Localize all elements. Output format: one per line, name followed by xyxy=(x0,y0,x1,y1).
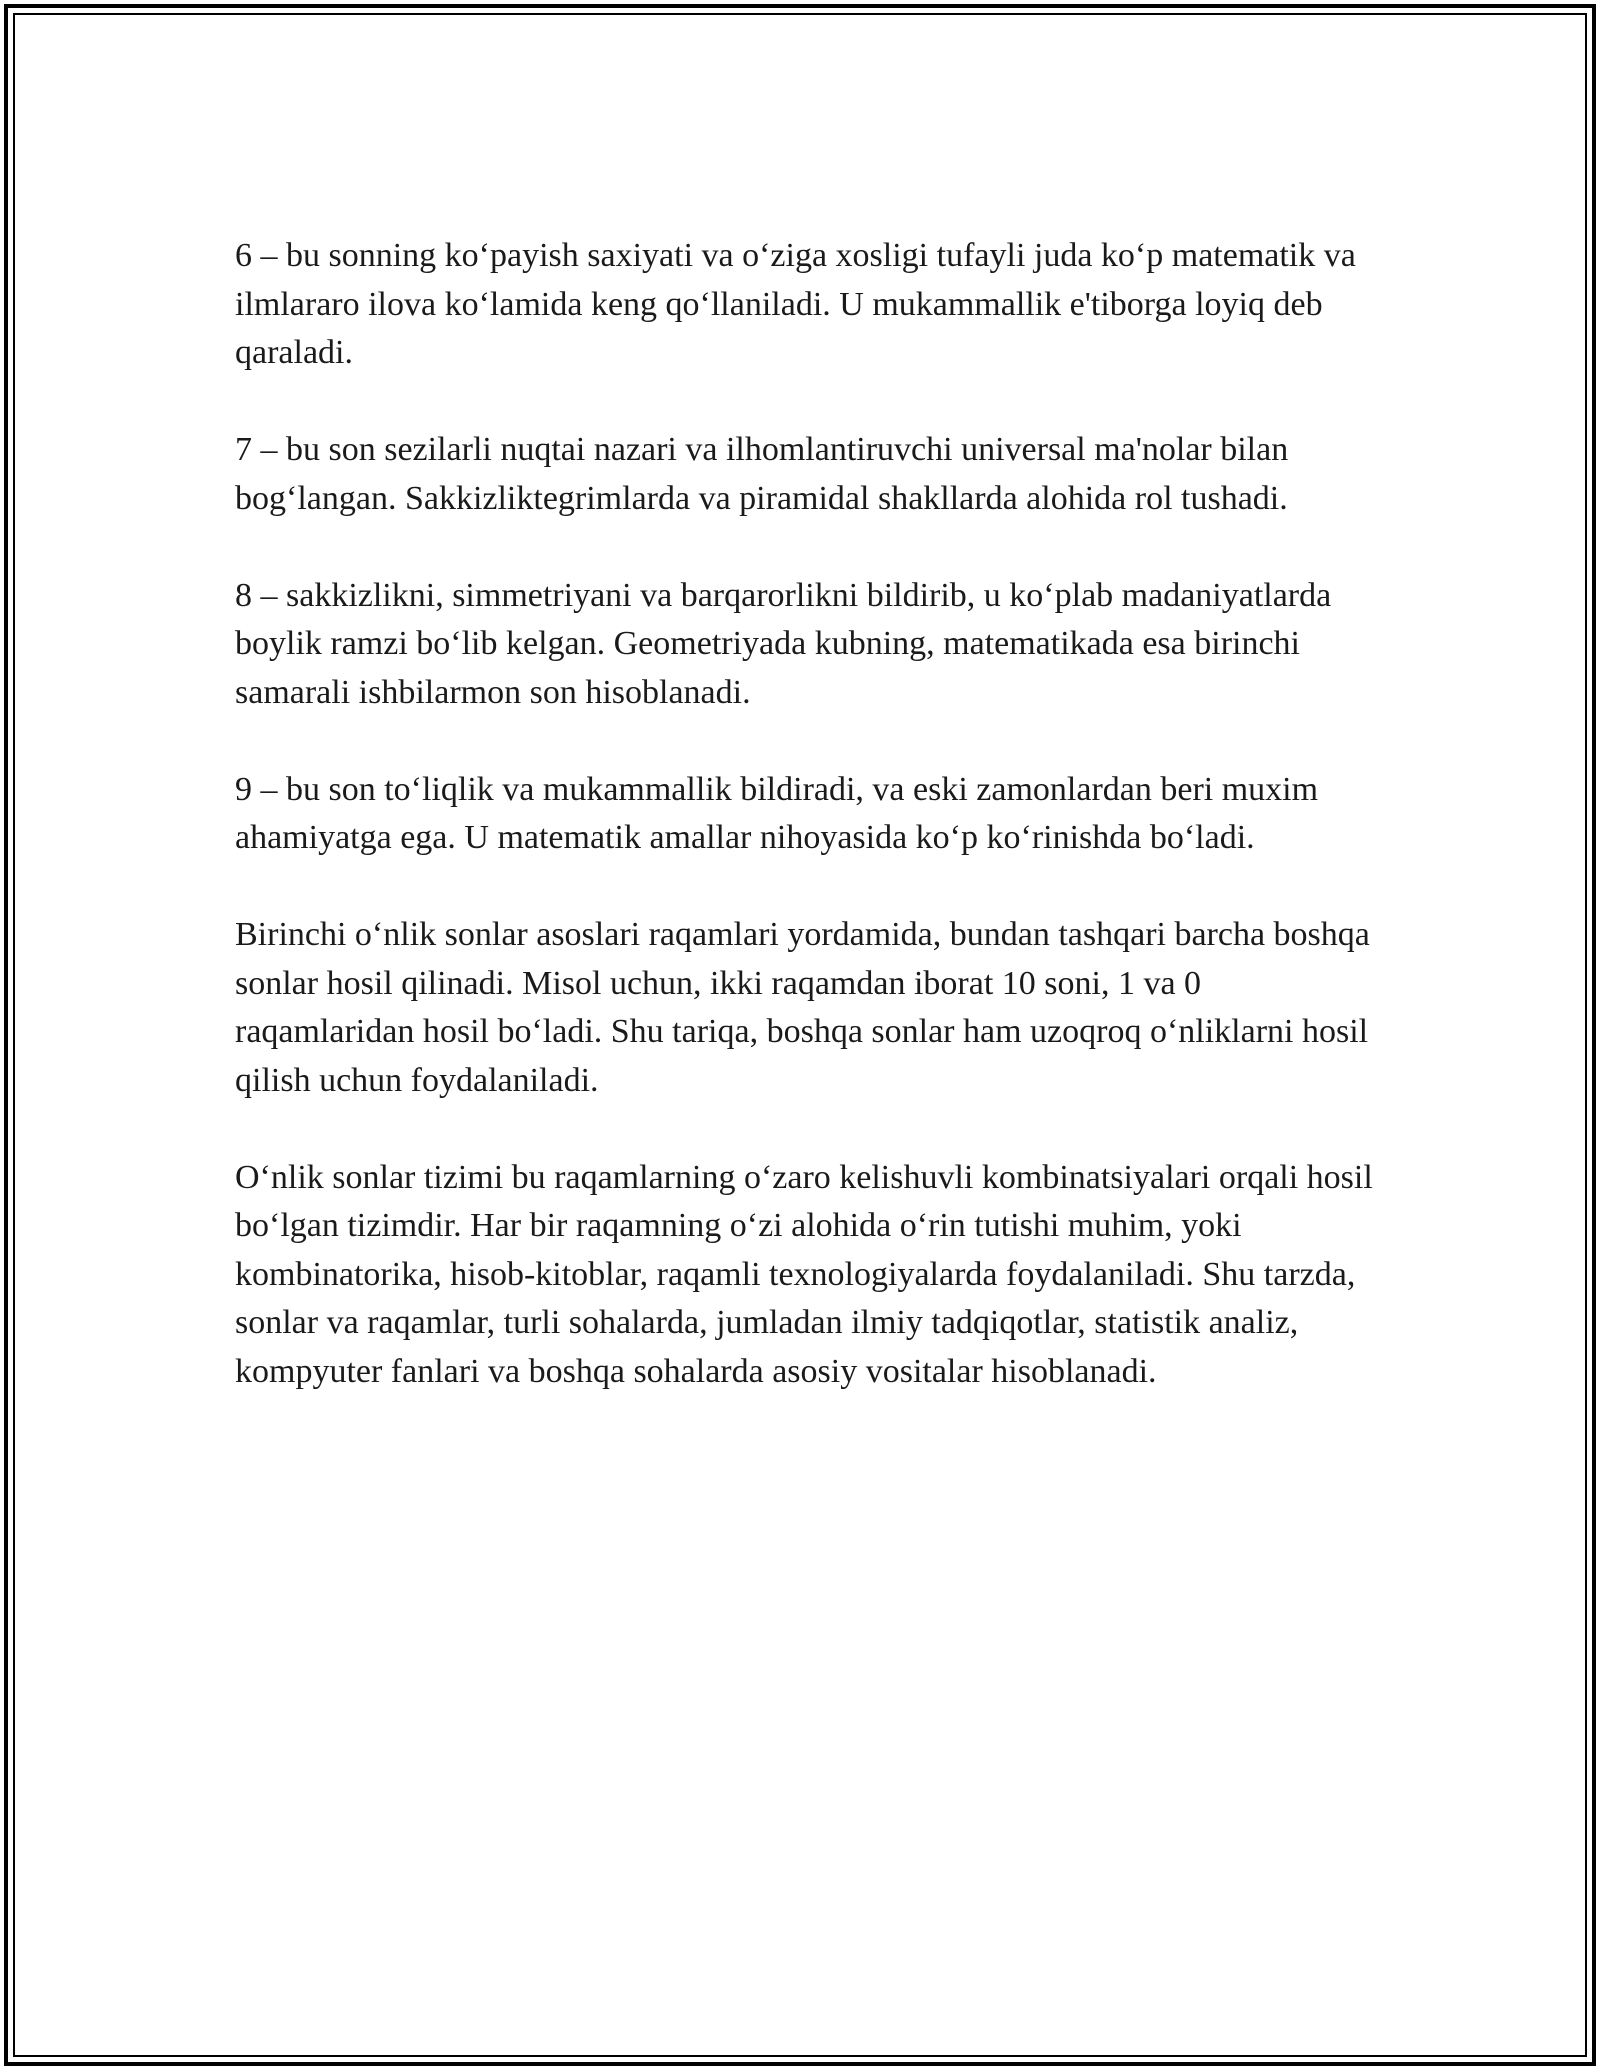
paragraph-9: 9 – bu son to‘liqlik va mukammallik bildiradi, va eski zamonlardan beri muxim ahamiyatga ega. U matematik amallar nihoyasida ko‘p ko‘rinishda bo‘ladi. xyxy=(235,770,1319,856)
paragraph-7: 7 – bu son sezilarli nuqtai nazari va ilhomlantiruvchi universal ma'nolar bilan bog‘langan. Sakkizliktegrimlarda va piramidal shakllarda alohida rol tushadi. xyxy=(235,431,1289,517)
paragraph-decimal-system: O‘nlik sonlar tizimi bu raqamlarning o‘zaro kelishuvli kombinatsiyalari orqali hosil bo‘lgan tizimdir. Har bir raqamning o‘zi alohida o‘rin tutishi muhim, yoki kombinatorika, hisob-kitoblar, raqamli texnologiyalarda foydalaniladi. Shu tarzda, sonlar va raqamlar, turli sohalarda, jumladan ilmiy tadqiqotlar, statistik analiz, kompyuter fanlari va boshqa sohalarda asosiy vositalar hisoblanadi. xyxy=(235,1158,1373,1390)
paragraph-8: 8 – sakkizlikni, simmetriyani va barqarorlikni bildirib, u ko‘plab madaniyatlarda boylik ramzi bo‘lib kelgan. Geometriyada kubning, matematikada esa birinchi samarali ishbilarmon son hisoblanadi. xyxy=(235,576,1332,711)
document-body xyxy=(235,232,1375,1445)
paragraph-6: 6 – bu sonning ko‘payish saxiyati va o‘ziga xosligi tufayli juda ko‘p matematik va ilmlararo ilova ko‘lamida keng qo‘llaniladi. U mukammallik e'tiborga loyiq deb qaraladi. xyxy=(235,237,1356,371)
paragraph-first-decade: Birinchi o‘nlik sonlar asoslari raqamlari yordamida, bundan tashqari barcha boshqa sonlar hosil qilinadi. Misol uchun, ikki raqamdan iborat 10 soni, 1 va 0 raqamlaridan hosil bo‘ladi. Shu tariqa, boshqa sonlar ham uzoqroq o‘nliklarni hosil qilish uchun foydalaniladi. xyxy=(235,916,1370,1099)
